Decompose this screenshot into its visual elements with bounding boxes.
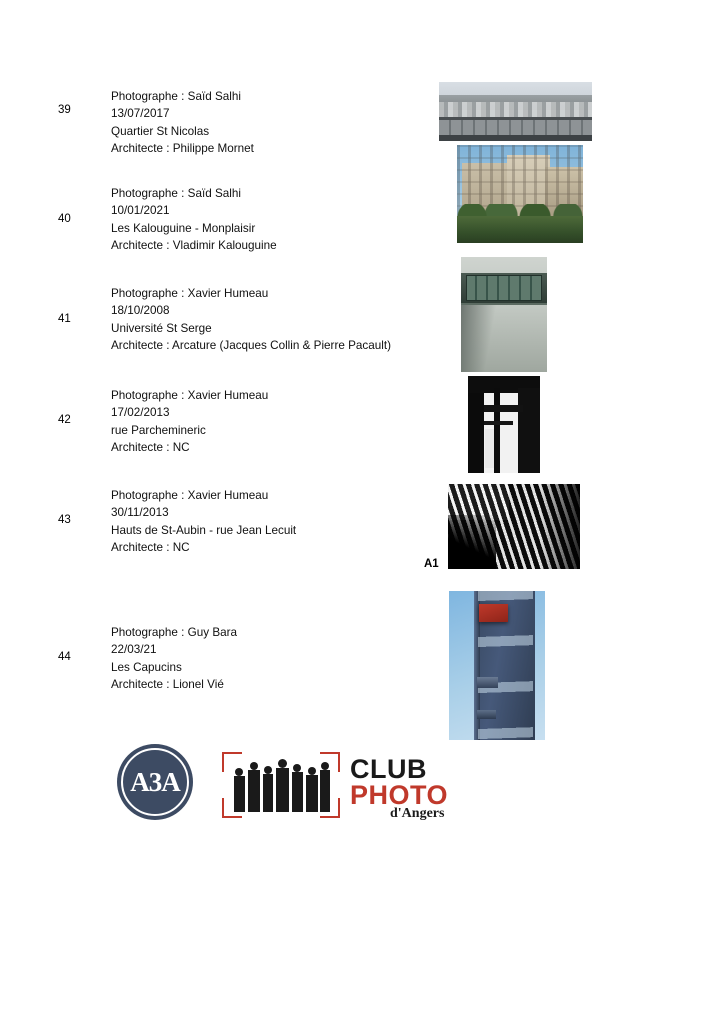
entry-place: rue Parchemineric [111,423,206,437]
entry-number: 42 [58,414,71,426]
entry-photo [457,145,583,243]
a3a-logo-text: A3A [121,748,189,816]
club-label: CLUB [350,754,427,784]
entry-photo [461,257,547,372]
a3a-logo [117,744,193,820]
entry-date: 22/03/21 [111,643,157,657]
entry-number: 41 [58,313,71,325]
entry-text-block [111,285,391,354]
entry-date: 17/02/2013 [111,406,170,420]
entry-text-block [111,185,277,254]
entry-architect: Architecte : Philippe Mornet [111,141,254,155]
entry-text-block [111,88,254,157]
entry-photographer: Photographe : Saïd Salhi [111,187,241,200]
dangers-label: d'Angers [390,806,445,821]
entry-photo [448,484,580,569]
entry-date: 10/01/2021 [111,204,170,218]
entry-photo [468,376,540,473]
entry-photographer: Photographe : Xavier Humeau [111,389,269,402]
entry-architect: Architecte : NC [111,440,190,454]
entry-text-block [111,624,237,693]
photographers-silhouette-icon [232,760,332,812]
entry-architect: Architecte : Arcature (Jacques Collin & Pierre Pacault) [111,338,391,352]
entry-text-block [111,487,296,556]
entry-photographer: Photographe : Xavier Humeau [111,489,269,502]
entry-place: Les Kalouguine - Monplaisir [111,221,256,235]
entry-architect: Architecte : NC [111,540,190,554]
entry-photographer: Photographe : Xavier Humeau [111,287,269,300]
club-photo-logo [222,752,449,824]
entry-text-block [111,387,268,456]
plate-label: A1 [424,558,439,570]
entry-photographer: Photographe : Guy Bara [111,626,238,639]
photo-label: PHOTO [350,780,449,810]
entry-date: 18/10/2008 [111,304,170,318]
entry-photo [439,82,592,141]
entry-architect: Architecte : Vladimir Kalouguine [111,238,277,252]
entry-place: Université St Serge [111,321,212,335]
entry-photo [449,591,545,740]
entry-date: 30/11/2013 [111,506,169,520]
entry-number: 44 [58,651,71,663]
entry-place: Hauts de St-Aubin - rue Jean Lecuit [111,523,297,537]
entry-photographer: Photographe : Saïd Salhi [111,90,241,103]
entry-date: 13/07/2017 [111,107,170,121]
entry-place: Quartier St Nicolas [111,124,210,138]
entry-number: 39 [58,104,71,116]
entry-number: 43 [58,514,71,526]
entry-architect: Architecte : Lionel Vié [111,677,224,691]
entry-place: Les Capucins [111,660,182,674]
entry-number: 40 [58,213,71,225]
